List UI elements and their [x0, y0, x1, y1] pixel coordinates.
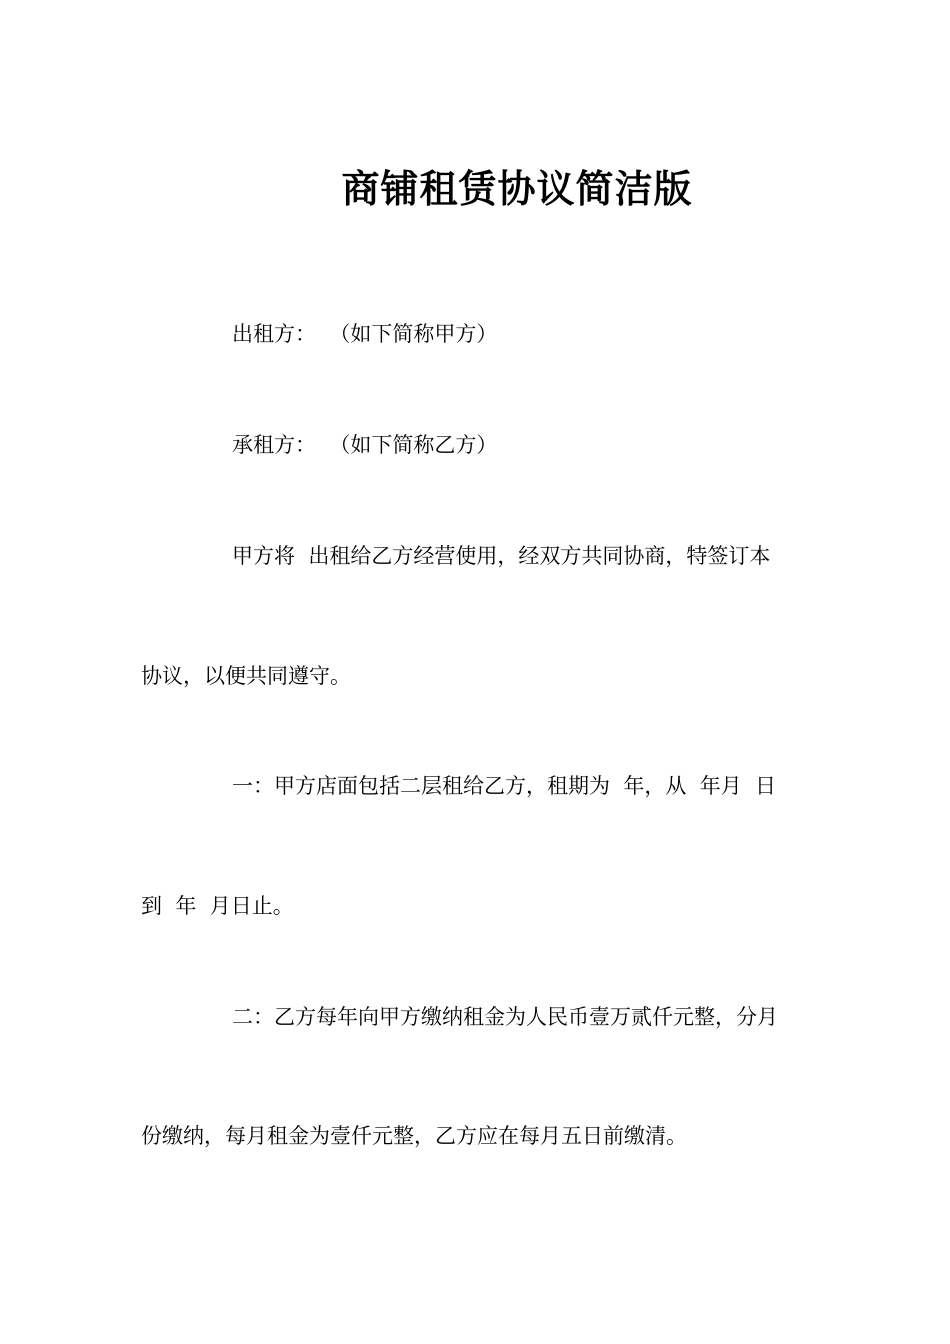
intro-paragraph-line-2: 协议，以便共同遵守。 [141, 664, 351, 688]
document-title: 商铺租赁协议简洁版 [341, 166, 693, 211]
intro-paragraph-line-1: 甲方将 出租给乙方经营使用，经双方共同协商，特签订本 [232, 544, 771, 568]
clause-2-line-2: 份缴纳，每月租金为壹仟元整，乙方应在每月五日前缴清。 [141, 1124, 687, 1148]
clause-1-line-1: 一：甲方店面包括二层租给乙方，租期为 年，从 年月 日 [232, 774, 777, 798]
clause-1-line-2: 到 年 月日止。 [141, 894, 294, 918]
lessor-line: 出租方： （如下简称甲方） [232, 322, 498, 346]
clause-2-line-1: 二：乙方每年向甲方缴纳租金为人民币壹万贰仟元整，分月 [232, 1005, 778, 1029]
lessee-line: 承租方： （如下简称乙方） [232, 433, 498, 457]
